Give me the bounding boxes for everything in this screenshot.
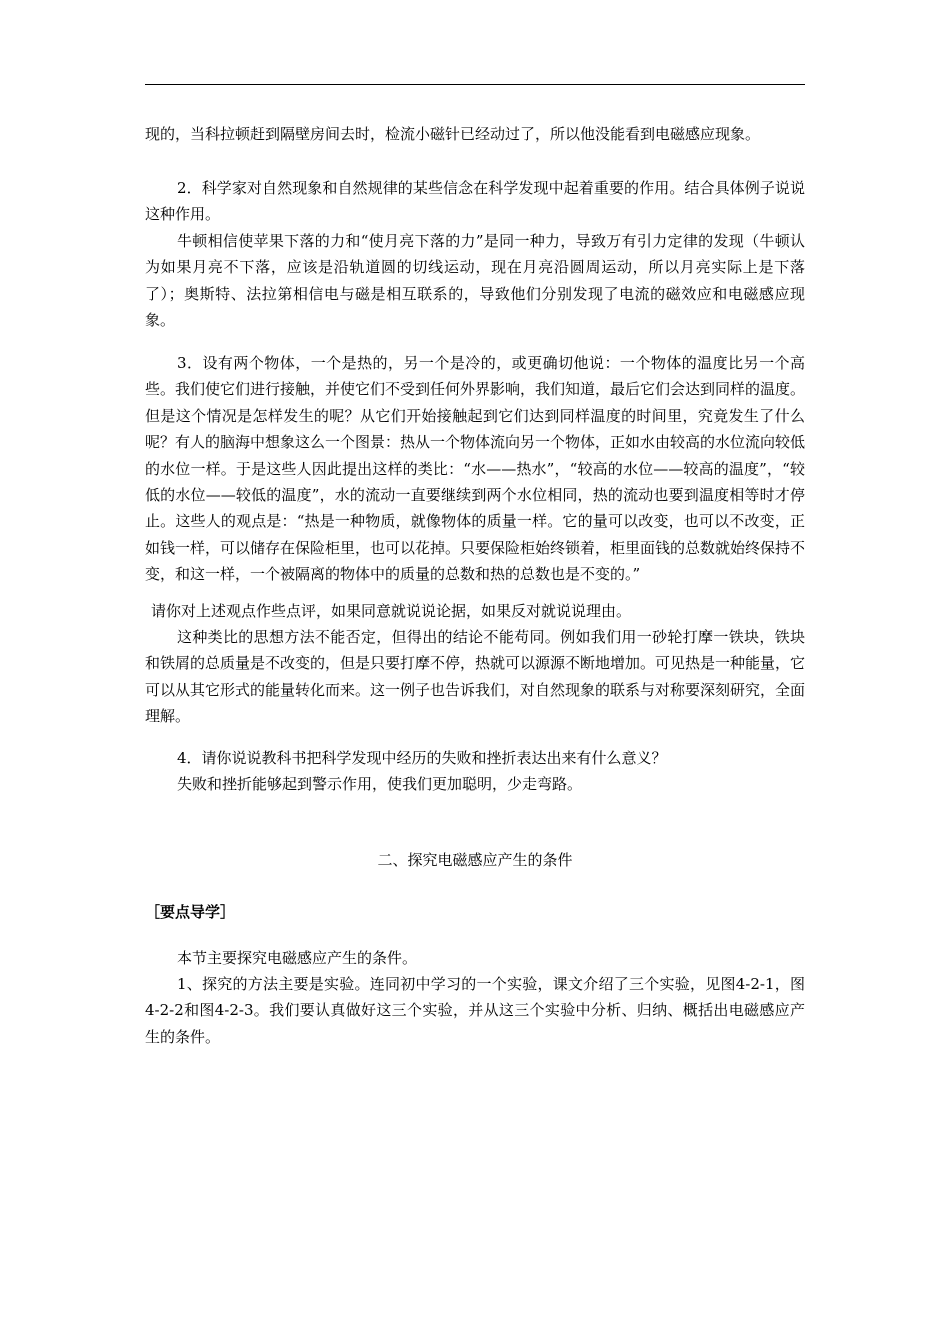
answer-3: 这种类比的思想方法不能否定，但得出的结论不能苟同。例如我们用一砂轮打摩一铁块，铁块和铁屑的总质量是不改变的，但是只要打摩不停，热就可以源源不断地增加。可见热是一种能量，它可以从其它形式的能量转化而来。这一例子也告诉我们，对自然现象的联系与对称要深刻研究，全面理解。 xyxy=(145,628,806,726)
question-3-prompt: 请你对上述观点作些点评，如果同意就说说论据，如果反对就说说理由。 xyxy=(151,602,632,620)
guide-paragraph-1: 本节主要探究电磁感应产生的条件。 xyxy=(177,949,418,967)
guide-heading: ［要点导学］ xyxy=(145,903,236,921)
paragraph-continued: 现的，当科拉顿赶到隔壁房间去时，检流小磁针已经动过了，所以他没能看到电磁感应现象。 xyxy=(145,125,761,143)
section-title: 二、探究电磁感应产生的条件 xyxy=(377,851,573,869)
question-4: 4．请你说说教科书把科学发现中经历的失败和挫折表达出来有什么意义？ xyxy=(177,749,667,767)
answer-4: 失败和挫折能够起到警示作用，使我们更加聪明，少走弯路。 xyxy=(177,775,583,793)
question-2: 2．科学家对自然现象和自然规律的某些信念在科学发现中起着重要的作用。结合具体例子说说这种作用。 xyxy=(145,179,805,224)
question-3: 3．设有两个物体，一个是热的，另一个是冷的，或更确切他说：一个物体的温度比另一个高些。我们使它们进行接触，并使它们不受到任何外界影响，我们知道，最后它们会达到同样的温度。但是这个情况是怎样发生的呢？从它们开始接触起到它们达到同样温度的时间里，究竟发生了什么呢？有人的脑海中想象这么一个图景：热从一个物体流向另一个物体，正如水由较高的水位流向较低的水位一样。于是这些人因此提出这样的类比：“水——热水”，“较高的水位——较高的温度”，“较低的水位——较低的温度”，水的流动一直要继续到两个水位相同，热的流动也要到温度相等时才停止。这些人的观点是：“热是一种物质，就像物体的质量一样。它的量可以改变，也可以不改变，正如钱一样，可以储存在保险柜里，也可以花掉。只要保险柜始终锁着，柜里面钱的总数就始终保持不变，和这一样，一个被隔离的物体中的质量的总数和热的总数也是不变的。” xyxy=(145,354,806,584)
guide-paragraph-2: 1、探究的方法主要是实验。连同初中学习的一个实验，课文介绍了三个实验，见图4-2-1，图4-2-2和图4-2-3。我们要认真做好这三个实验，并从这三个实验中分析、归纳、概括出电磁感应产生的条件。 xyxy=(145,975,805,1046)
answer-2: 牛顿相信使苹果下落的力和“使月亮下落的力”是同一种力，导致万有引力定律的发现（牛顿认为如果月亮不下落，应该是沿轨道圆的切线运动，现在月亮沿圆周运动，所以月亮实际上是下落了）；奥斯特、法拉第相信电与磁是相互联系的，导致他们分别发现了电流的磁效应和电磁感应现象。 xyxy=(145,232,805,330)
header-rule xyxy=(145,84,805,85)
